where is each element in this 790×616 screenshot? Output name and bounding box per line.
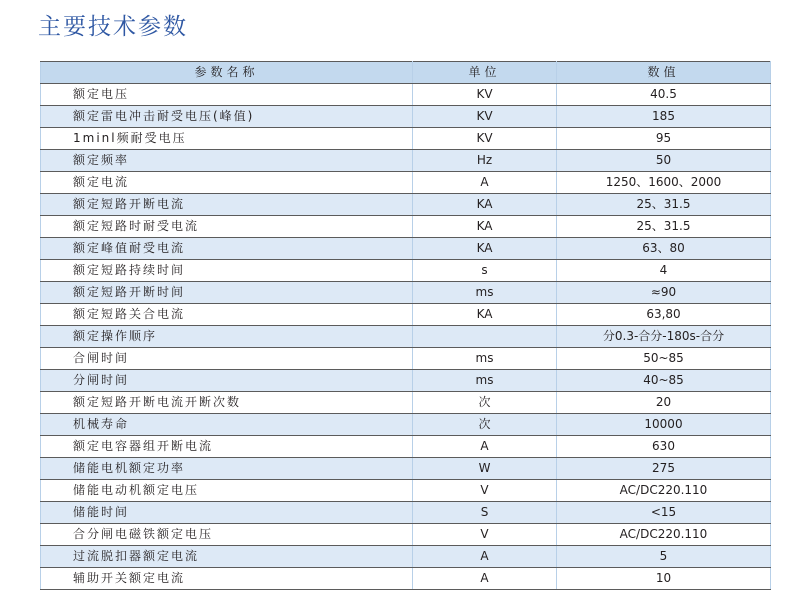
param-name-cell: 机械寿命 [41, 414, 413, 436]
table-row [41, 480, 771, 502]
table-body [41, 84, 771, 590]
unit-cell: V [413, 524, 557, 546]
unit-cell: Hz [413, 150, 557, 172]
param-name-cell: 额定短路开断电流 [41, 194, 413, 216]
value-cell: 63、80 [557, 238, 771, 260]
value-cell: AC/DC220.110 [557, 524, 771, 546]
unit-cell: ms [413, 282, 557, 304]
value-cell: 50~85 [557, 348, 771, 370]
table-row [41, 128, 771, 150]
value-cell: 5 [557, 546, 771, 568]
param-name-cell: 储能时间 [41, 502, 413, 524]
unit-cell: 次 [413, 414, 557, 436]
unit-cell: A [413, 568, 557, 590]
param-name-cell: 额定电流 [41, 172, 413, 194]
param-name-cell: 额定短路时耐受电流 [41, 216, 413, 238]
table-row [41, 326, 771, 348]
header-unit: 单位 [413, 62, 557, 84]
unit-cell: V [413, 480, 557, 502]
param-name-cell: 合闸时间 [41, 348, 413, 370]
unit-cell: 次 [413, 392, 557, 414]
table-row [41, 304, 771, 326]
unit-cell: KA [413, 216, 557, 238]
unit-cell [413, 326, 557, 348]
param-name-cell: 辅助开关额定电流 [41, 568, 413, 590]
unit-cell: W [413, 458, 557, 480]
unit-cell: KV [413, 106, 557, 128]
value-cell: 分0.3-合分-180s-合分 [557, 326, 771, 348]
table-row [41, 348, 771, 370]
unit-cell: KA [413, 194, 557, 216]
value-cell: 630 [557, 436, 771, 458]
param-name-cell: 储能电机额定功率 [41, 458, 413, 480]
param-name-cell: 额定电容器组开断电流 [41, 436, 413, 458]
value-cell: 63,80 [557, 304, 771, 326]
table-row [41, 568, 771, 590]
table-row [41, 260, 771, 282]
value-cell: 275 [557, 458, 771, 480]
table-row [41, 502, 771, 524]
unit-cell: KA [413, 304, 557, 326]
table-row [41, 150, 771, 172]
table-row [41, 106, 771, 128]
param-name-cell: 过流脱扣器额定电流 [41, 546, 413, 568]
unit-cell: ms [413, 348, 557, 370]
table-row [41, 436, 771, 458]
param-name-cell: 额定短路开断电流开断次数 [41, 392, 413, 414]
table-row [41, 84, 771, 106]
param-name-cell: 额定雷电冲击耐受电压(峰值) [41, 106, 413, 128]
value-cell: ≈90 [557, 282, 771, 304]
spec-table [40, 61, 771, 590]
table-row [41, 414, 771, 436]
param-name-cell: 储能电动机额定电压 [41, 480, 413, 502]
param-name-cell: 额定电压 [41, 84, 413, 106]
param-name-cell: 额定频率 [41, 150, 413, 172]
unit-cell: ms [413, 370, 557, 392]
value-cell: <15 [557, 502, 771, 524]
param-name-cell: 额定峰值耐受电流 [41, 238, 413, 260]
value-cell: AC/DC220.110 [557, 480, 771, 502]
table-row [41, 216, 771, 238]
table-row [41, 282, 771, 304]
value-cell: 4 [557, 260, 771, 282]
table-row [41, 524, 771, 546]
unit-cell: KV [413, 84, 557, 106]
header-value: 数值 [557, 62, 771, 84]
table-row [41, 370, 771, 392]
param-name-cell: 分闸时间 [41, 370, 413, 392]
value-cell: 1250、1600、2000 [557, 172, 771, 194]
table-row [41, 458, 771, 480]
value-cell: 10000 [557, 414, 771, 436]
table-row [41, 546, 771, 568]
param-name-cell: 额定短路关合电流 [41, 304, 413, 326]
header-name: 参数名称 [41, 62, 413, 84]
unit-cell: A [413, 436, 557, 458]
value-cell: 40.5 [557, 84, 771, 106]
table-row [41, 172, 771, 194]
table-row [41, 392, 771, 414]
value-cell: 25、31.5 [557, 216, 771, 238]
unit-cell: S [413, 502, 557, 524]
unit-cell: A [413, 172, 557, 194]
table-row [41, 194, 771, 216]
value-cell: 50 [557, 150, 771, 172]
param-name-cell: 额定操作顺序 [41, 326, 413, 348]
table-header-row [41, 62, 771, 84]
value-cell: 185 [557, 106, 771, 128]
value-cell: 95 [557, 128, 771, 150]
unit-cell: s [413, 260, 557, 282]
param-name-cell: 合分闸电磁铁额定电压 [41, 524, 413, 546]
table-row [41, 238, 771, 260]
page-title: 主要技术参数 [38, 14, 188, 40]
unit-cell: A [413, 546, 557, 568]
value-cell: 20 [557, 392, 771, 414]
value-cell: 40~85 [557, 370, 771, 392]
unit-cell: KV [413, 128, 557, 150]
unit-cell: KA [413, 238, 557, 260]
param-name-cell: 1minl频耐受电压 [41, 128, 413, 150]
param-name-cell: 额定短路持续时间 [41, 260, 413, 282]
value-cell: 25、31.5 [557, 194, 771, 216]
value-cell: 10 [557, 568, 771, 590]
param-name-cell: 额定短路开断时间 [41, 282, 413, 304]
